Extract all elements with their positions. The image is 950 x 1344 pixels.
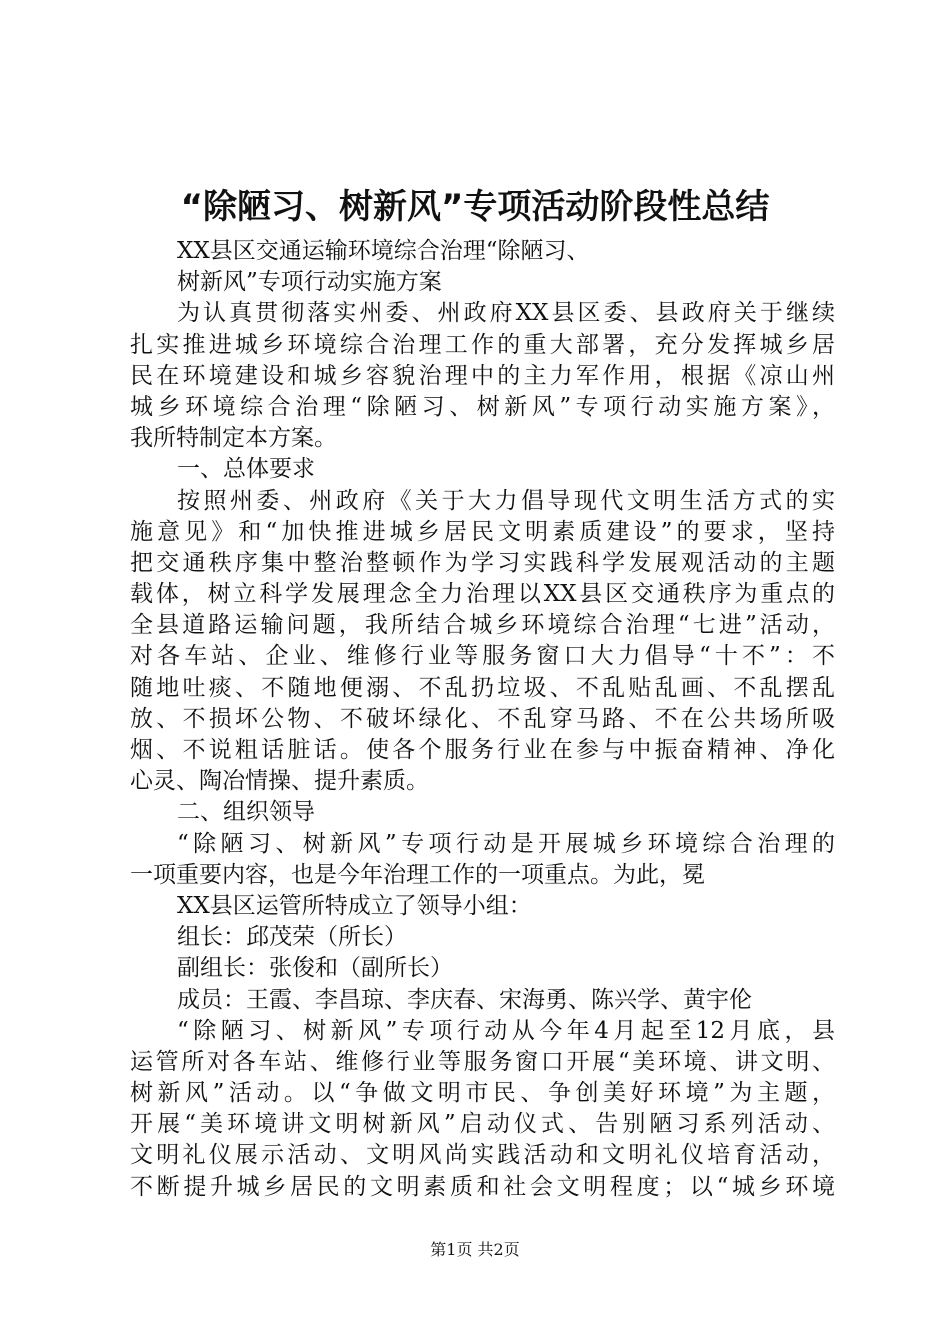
text-line: XX县区交通运输环境综合治理“除陋习、 <box>177 238 590 264</box>
text-line: 烟、不说粗话脏话。使各个服务行业在参与中振奋精神、净化 <box>130 737 835 763</box>
text-line: “除陋习、树新风”专项行动从今年4月起至12月底，县 <box>177 1017 835 1044</box>
text-line: 为认真贯彻落实州委、州政府XX县区委、县政府关于继续 <box>177 300 835 327</box>
text-line: 二、组织领导 <box>177 799 315 826</box>
text-line: 放、不损坏公物、不破坏绿化、不乱穿马路、不在公共场所吸 <box>130 705 835 732</box>
text-line: 一项重要内容，也是今年治理工作的一项重点。为此，冕 <box>130 861 705 888</box>
text-line: 心灵、陶冶情操、提升素质。 <box>130 768 429 795</box>
text-line: 运管所对各车站、维修行业等服务窗口开展“美环境、讲文明、 <box>130 1048 835 1075</box>
text-line: 副组长：张俊和（副所长） <box>177 955 453 982</box>
document-title: “除陋习、树新风”专项活动阶段性总结 <box>180 187 770 227</box>
document-body <box>130 236 835 1203</box>
text-line: “除陋习、树新风”专项行动是开展城乡环境综合治理的 <box>177 830 835 857</box>
text-line: 载体，树立科学发展理念全力治理以XX县区交通秩序为重点的 <box>130 581 835 608</box>
text-line: 开展“美环境讲文明树新风”启动仪式、告别陋习系列活动、 <box>130 1111 835 1138</box>
text-line: 成员：王霞、李昌琼、李庆春、宋海勇、陈兴学、黄宇伦 <box>177 986 752 1013</box>
text-line: 我所特制定本方案。 <box>130 425 337 452</box>
text-line: 扎实推进城乡环境综合治理工作的重大部署，充分发挥城乡居 <box>130 331 835 358</box>
text-line: 全县道路运输问题，我所结合城乡环境综合治理“七进”活动， <box>130 612 835 639</box>
text-line: 随地吐痰、不随地便溺、不乱扔垃圾、不乱贴乱画、不乱摆乱 <box>130 674 835 701</box>
text-line: 树新风”活动。以“争做文明市民、争创美好环境”为主题， <box>130 1080 835 1107</box>
text-line: 不断提升城乡居民的文明素质和社会文明程度；以“城乡环境 <box>130 1173 835 1200</box>
text-line: 城乡环境综合治理“除陋习、树新风”专项行动实施方案》， <box>130 393 835 420</box>
text-line: 把交通秩序集中整治整顿作为学习实践科学发展观活动的主题 <box>130 549 835 576</box>
text-line: XX县区运管所特成立了领导小组： <box>177 892 532 919</box>
text-line: 施意见》和“加快推进城乡居民文明素质建设”的要求，坚持 <box>130 518 835 545</box>
text-line: 民在环境建设和城乡容貌治理中的主力军作用，根据《凉山州 <box>130 362 835 389</box>
text-line: 组长：邱茂荣（所长） <box>177 924 407 951</box>
text-line: 按照州委、州政府《关于大力倡导现代文明生活方式的实 <box>177 487 835 514</box>
text-line: 对各车站、企业、维修行业等服务窗口大力倡导“十不”：不 <box>130 643 835 670</box>
page-footer: 第1页 共2页 <box>430 1240 520 1259</box>
text-line: 一、总体要求 <box>177 456 315 483</box>
text-line: 文明礼仪展示活动、文明风尚实践活动和文明礼仪培育活动， <box>130 1142 835 1169</box>
text-line: 树新风”专项行动实施方案 <box>177 269 442 296</box>
